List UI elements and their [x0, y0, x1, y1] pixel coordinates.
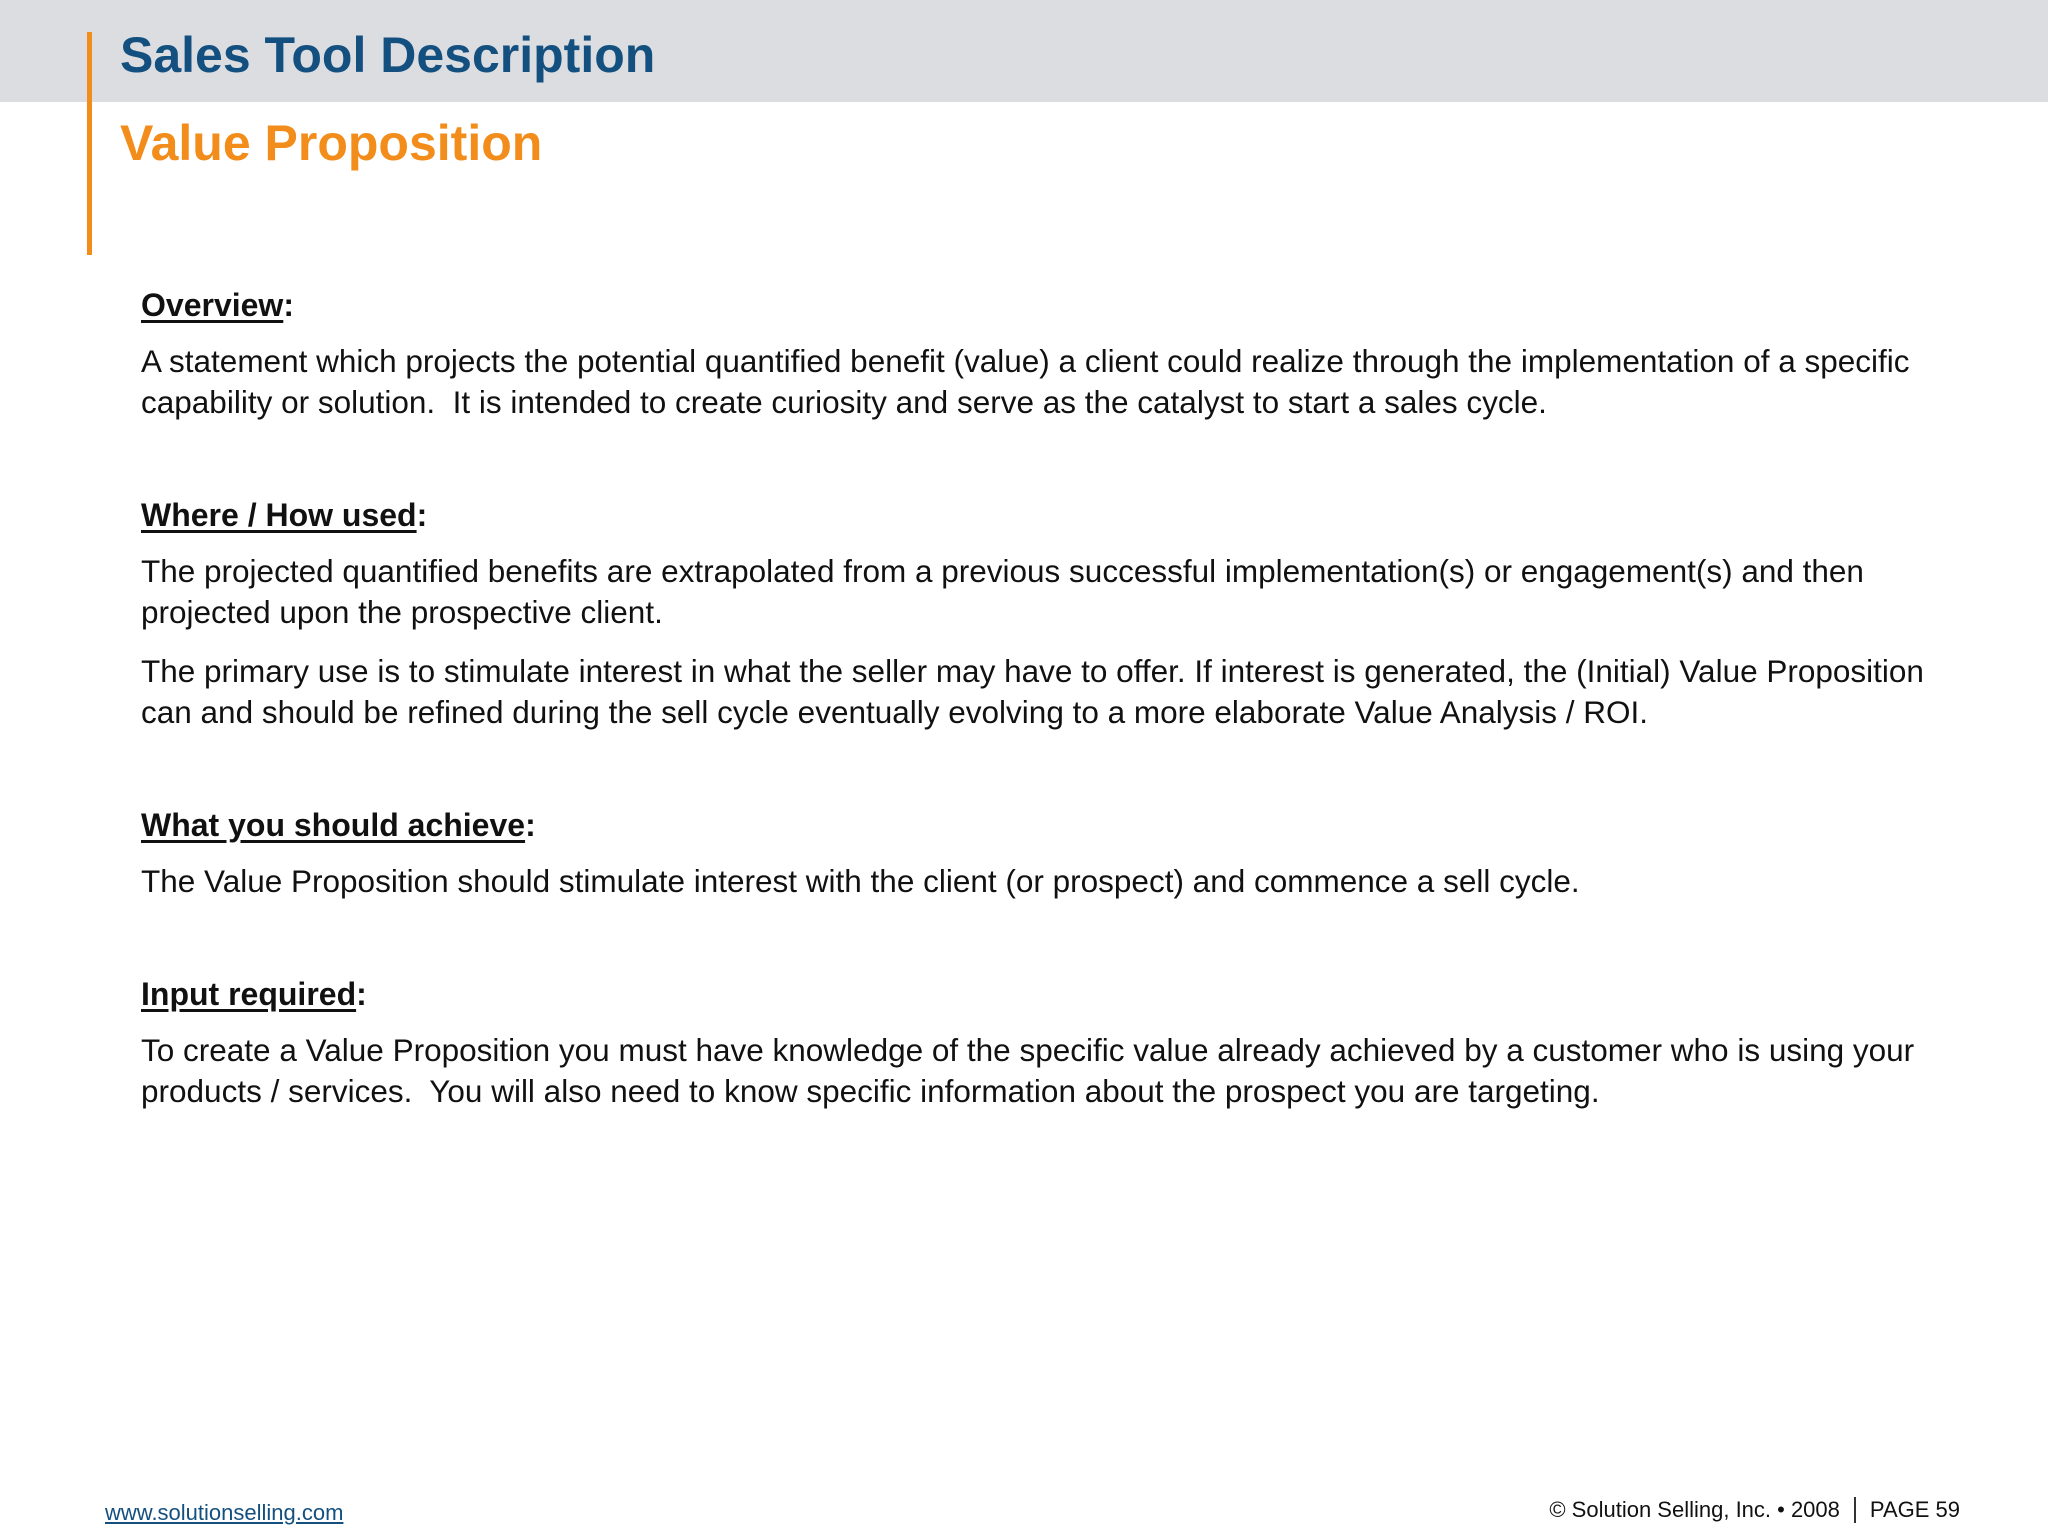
accent-bar — [87, 32, 92, 255]
section-paragraph: The projected quantified benefits are extrapolated from a previous successful implementation(s) or engagement(s) and then projected upon the prospective client. — [141, 553, 1873, 630]
footer-copyright: © Solution Selling, Inc. • 2008 — [1549, 1497, 1840, 1522]
section-heading-text: Overview — [141, 287, 284, 323]
section-heading: What you should achieve: — [141, 807, 536, 843]
footer-page-number: PAGE 59 — [1869, 1497, 1960, 1522]
section-heading-text: Input required — [141, 976, 357, 1012]
section-paragraph: To create a Value Proposition you must have knowledge of the specific value already achieved by a customer who is using your products / services. You will also need to know specific information about the prospect you are targeting. — [141, 1032, 1923, 1109]
section-paragraph: The primary use is to stimulate interest in what the seller may have to offer. If interest is generated, the (Initial) Value Proposition can and should be refined during the sell cycle eventually evolving to a more elaborate Value Analysis / ROI. — [141, 653, 1933, 730]
footer-website-link[interactable]: www.solutionselling.com — [105, 1500, 344, 1525]
footer-divider — [1854, 1497, 1856, 1523]
page-title: Sales Tool Description — [120, 27, 656, 83]
section-heading: Where / How used: — [141, 497, 428, 533]
section-input-required — [141, 972, 1971, 1112]
content-body — [141, 283, 1971, 1182]
section-what-you-should-achieve — [141, 803, 1971, 902]
section-overview — [141, 283, 1971, 423]
section-heading-text: What you should achieve — [141, 807, 526, 843]
section-heading-text: Where / How used — [141, 497, 417, 533]
page-subtitle: Value Proposition — [120, 115, 543, 171]
section-where-how-used — [141, 493, 1971, 733]
section-paragraph: The Value Proposition should stimulate interest with the client (or prospect) and commence a sell cycle. — [141, 863, 1580, 899]
section-heading: Input required: — [141, 976, 367, 1012]
section-heading: Overview: — [141, 287, 294, 323]
footer-info — [1549, 1497, 1960, 1523]
section-paragraph: A statement which projects the potential quantified benefit (value) a client could realize through the implementation of a specific capability or solution. It is intended to create curiosity and serve as the catalyst to start a sales cycle. — [141, 343, 1919, 420]
